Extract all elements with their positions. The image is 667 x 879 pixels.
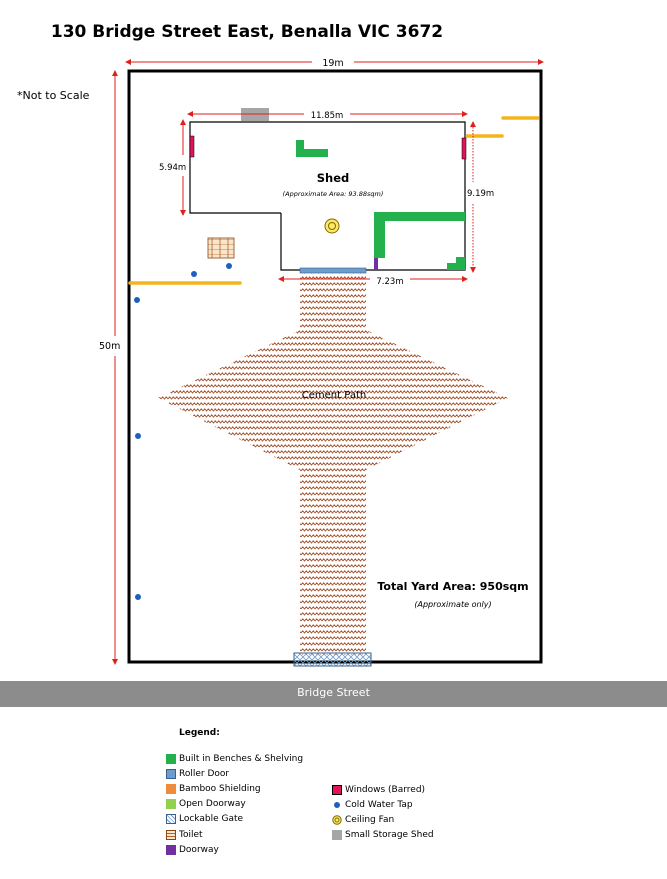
legend-label: Cold Water Tap <box>345 799 413 810</box>
width-label: 19m <box>322 58 344 69</box>
legend-item <box>166 797 303 812</box>
legend-item <box>332 828 434 843</box>
legend-label: Roller Door <box>179 768 230 779</box>
legend-left <box>166 751 303 857</box>
brick-swatch <box>166 830 176 840</box>
roller-door <box>300 268 366 273</box>
legend-label: Toilet <box>179 829 203 840</box>
cement-path-label: Cement Path <box>301 390 367 401</box>
page-title: 130 Bridge Street East, Benalla VIC 3672 <box>50 22 444 42</box>
green-swatch <box>166 754 176 764</box>
tap-icon <box>135 594 141 600</box>
orange-swatch <box>166 784 176 794</box>
light-green-swatch <box>166 799 176 809</box>
legend-item <box>166 766 303 781</box>
lockable-gate <box>294 653 371 666</box>
toilet-icon <box>208 238 234 258</box>
legend-label: Ceiling Fan <box>345 814 395 825</box>
length-label: 50m <box>99 341 121 352</box>
street-label: Bridge Street <box>297 686 370 699</box>
ceiling-fan-icon <box>325 219 339 233</box>
blue-swatch <box>166 769 176 779</box>
legend-label: Open Doorway <box>179 799 246 810</box>
legend-item <box>332 782 434 797</box>
legend-item <box>166 842 303 857</box>
legend-item <box>166 812 303 827</box>
bench-l-shape <box>374 212 465 258</box>
legend-label: Bamboo Shielding <box>179 783 261 794</box>
cement-path <box>158 272 508 655</box>
blue-dot <box>334 802 340 808</box>
hatched-swatch <box>166 814 176 824</box>
tap-icon <box>191 271 197 277</box>
window-left <box>190 136 194 157</box>
legend-title: Legend: <box>179 728 220 738</box>
legend-label: Small Storage Shed <box>345 830 434 841</box>
legend-item <box>166 827 303 842</box>
scale-note: *Not to Scale <box>17 89 90 102</box>
tap-icon <box>135 433 141 439</box>
shed-width-label: 11.85m <box>310 111 344 121</box>
yard-note-label: (Approximate only) <box>414 600 492 609</box>
magenta-swatch <box>332 785 342 795</box>
legend-label: Lockable Gate <box>179 814 244 825</box>
grey-swatch <box>332 830 342 840</box>
legend-item <box>332 797 434 812</box>
shed-depth-left-label: 5.94m <box>159 163 187 173</box>
tap-icon <box>226 263 232 269</box>
shed-area-label: (Approximate Area: 93.88sqm) <box>282 190 384 198</box>
legend-label: Built in Benches & Shelving <box>179 753 304 764</box>
shed-label: Shed <box>316 171 350 185</box>
window-right <box>462 138 466 159</box>
fan-symbol <box>332 815 342 825</box>
shed-front-label: 7.23m <box>376 277 404 287</box>
doorway <box>374 258 378 270</box>
bench-small <box>296 140 328 157</box>
tap-icon <box>134 297 140 303</box>
legend-item <box>166 781 303 796</box>
legend-item <box>166 751 303 766</box>
purple-swatch <box>166 845 176 855</box>
legend-item <box>332 812 434 827</box>
bench-corner <box>447 257 465 270</box>
legend-label: Windows (Barred) <box>345 784 426 795</box>
yard-area-label: Total Yard Area: 950sqm <box>377 580 529 593</box>
shed-depth-right-label: 9.19m <box>467 189 495 199</box>
legend-label: Doorway <box>179 844 219 855</box>
legend-right <box>332 782 434 843</box>
